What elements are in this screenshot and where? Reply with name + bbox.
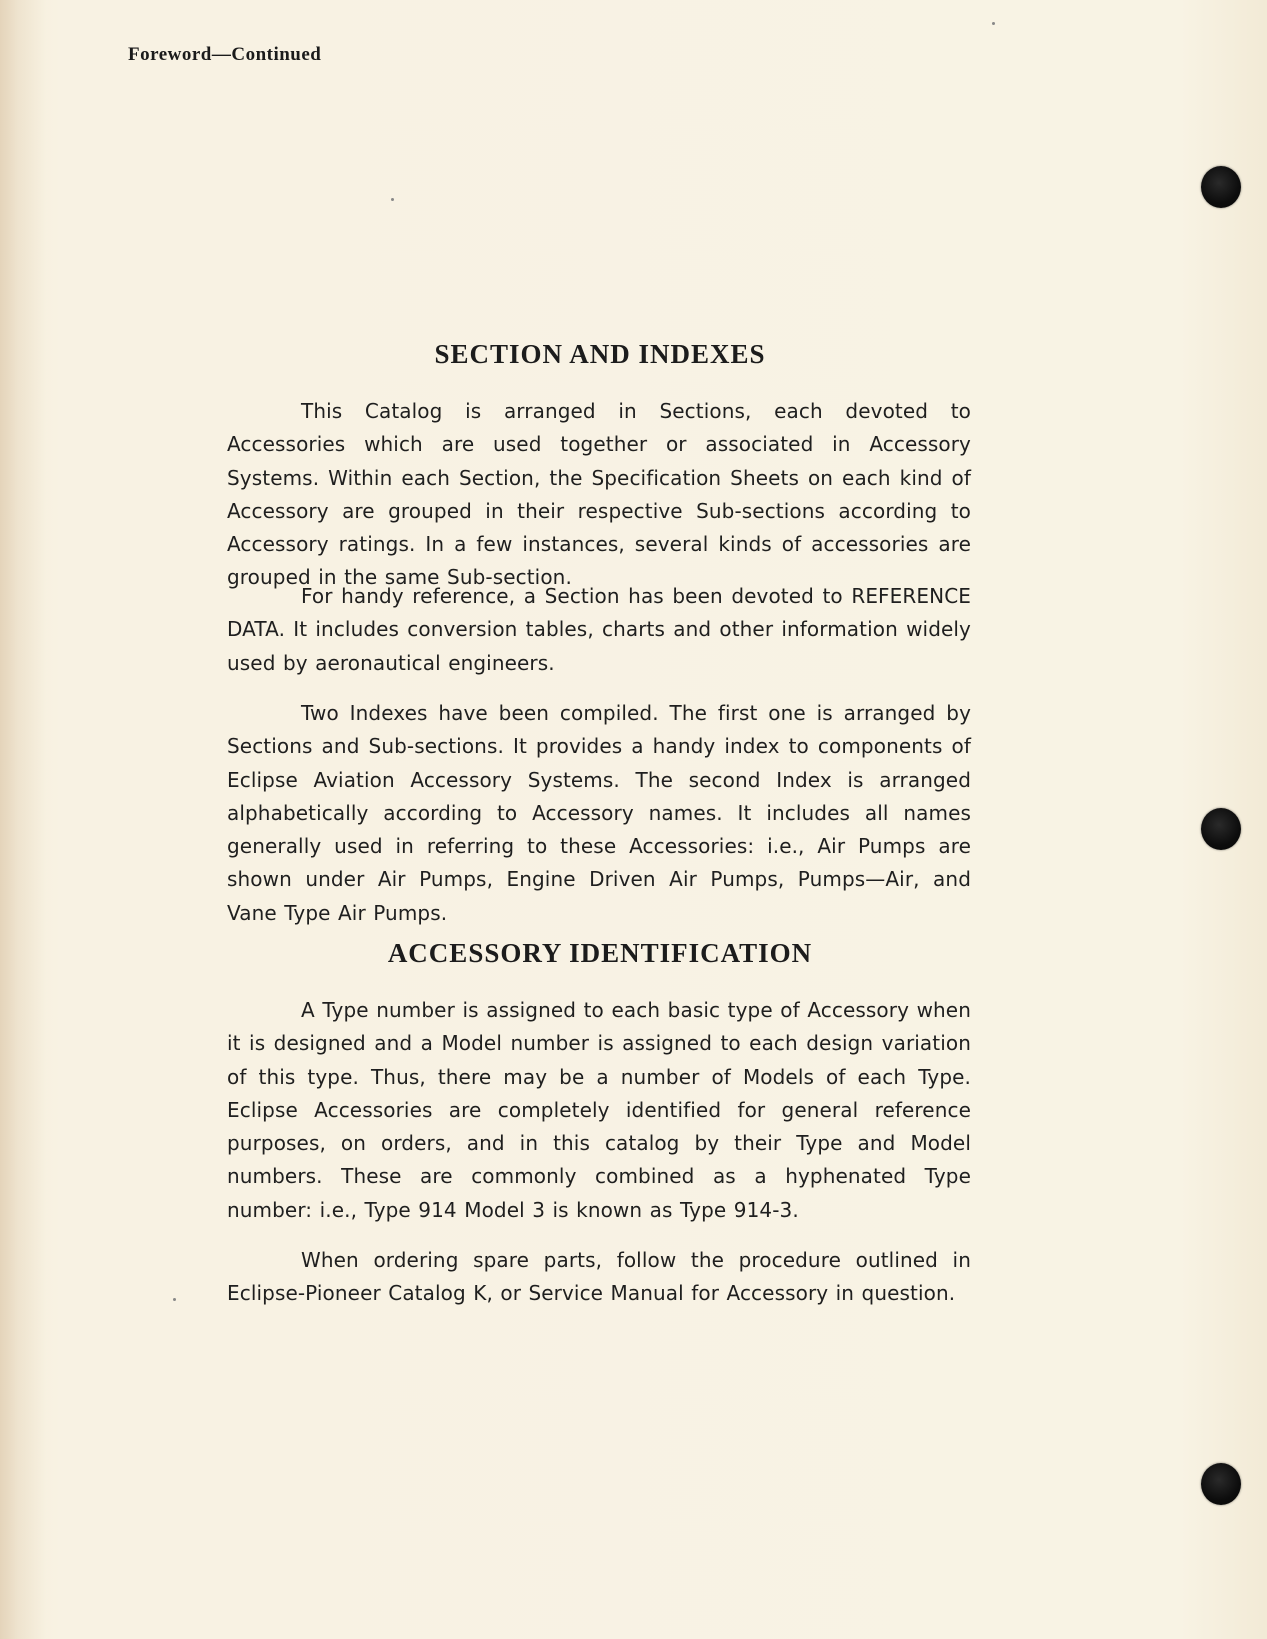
punch-hole-top (1201, 166, 1241, 208)
running-head: Foreword—Continued (128, 44, 322, 65)
paper-speck (173, 1298, 176, 1301)
paper-speck (992, 22, 995, 25)
punch-hole-middle (1201, 808, 1241, 850)
paragraph-ordering-spare-parts: When ordering spare parts, follow the procedure outlined in Eclipse-Pioneer Catalog K, or Service Manual for Accessory in question. (227, 1248, 971, 1306)
paragraph-two-indexes: Two Indexes have been compiled. The first one is arranged by Sections and Sub-sections. It provides a handy index to components of Eclipse Aviation Accessory Systems. The second Index is arranged alphabetically according to Accessory names. It includes all names generally used in referring to these Accessories: i.e., Air Pumps are shown under Air Pumps, Engine Driven Air Pumps, Pumps—Air, and Vane Type Air Pumps. (227, 701, 971, 925)
section-heading-accessory-identification: ACCESSORY IDENTIFICATION (387, 938, 813, 968)
paragraph-type-model-numbers: A Type number is assigned to each basic type of Accessory when it is designed and a Model number is assigned to each design variation of this type. Thus, there may be a number of Models of each Type. Eclipse Accessories are completely identified for general reference purposes, on orders, and in this catalog by their Type and Model numbers. These are commonly combined as a hyphenated Type number: i.e., Type 914 Model 3 is known as Type 914-3. (227, 998, 971, 1222)
punch-hole-bottom (1201, 1463, 1241, 1505)
paragraph-catalog-arrangement: This Catalog is arranged in Sections, each devoted to Accessories which are used together or associated in Accessory Systems. Within each Section, the Specification Sheets on each kind of Accessory are grouped in their respective Sub-sections according to Accessory ratings. In a few instances, several kinds of accessories are grouped in the same Sub-section. (227, 399, 971, 590)
section-heading-section-and-indexes: SECTION AND INDEXES (434, 339, 766, 369)
page-edge-shadow (0, 0, 46, 1639)
paragraph-reference-data: For handy reference, a Section has been devoted to REFERENCE DATA. It includes conversion tables, charts and other information widely used by aeronautical engineers. (227, 584, 971, 675)
paper-speck (391, 198, 394, 201)
